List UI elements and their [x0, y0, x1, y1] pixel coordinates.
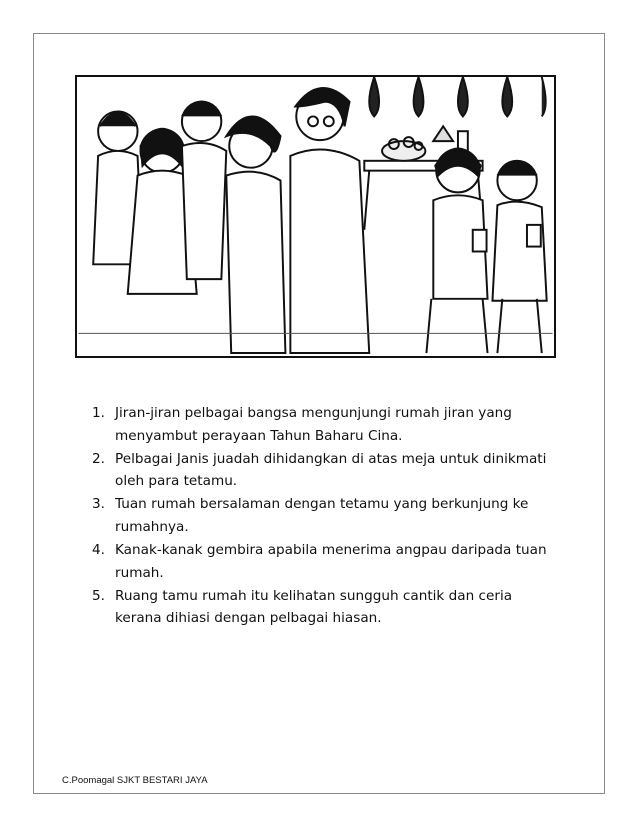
list-item: 2. Pelbagai Janis juadah dihidangkan di atas meja untuk dinikmati oleh para tetamu.: [92, 450, 547, 490]
illustration-chinese-new-year-visit: [75, 75, 556, 358]
list-item: 1. Jiran-jiran pelbagai bangsa mengunjungi rumah jiran yang menyambut perayaan Tahun Baharu Cina.: [92, 405, 512, 444]
list-item: 5. Ruang tamu rumah itu kelihatan sungguh cantik dan ceria kerana dihiasi dengan pelbagai hiasan.: [92, 587, 513, 627]
children-right-group: [426, 148, 546, 353]
list-item: 3. Tuan rumah bersalaman dengan tetamu yang berkunjung ke rumahnya.: [92, 496, 529, 535]
people-left-group: [93, 88, 369, 353]
list-item: 4. Kanak-kanak gembira apabila menerima angpau daripada tuan rumah.: [92, 542, 547, 581]
lantern-decorations: [369, 77, 545, 116]
footer-text: C.Poomagal SJKT BESTARI JAYA: [62, 775, 208, 786]
description-list: [92, 402, 562, 630]
